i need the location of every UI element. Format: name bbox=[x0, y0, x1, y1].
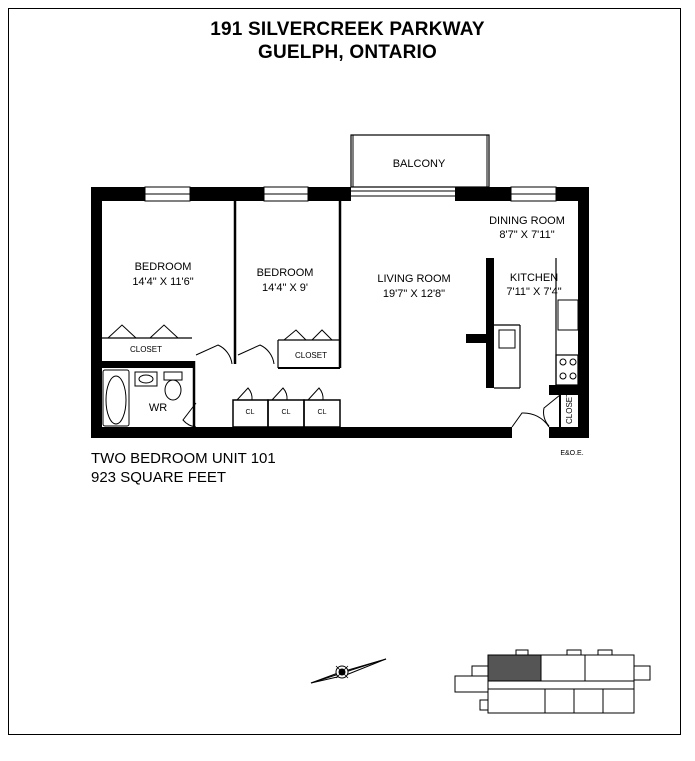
dining-room-name: DINING ROOM bbox=[489, 215, 565, 227]
compass-icon bbox=[311, 659, 386, 683]
washroom-label: WR bbox=[148, 402, 168, 414]
unit-name: TWO BEDROOM UNIT 101 bbox=[91, 450, 276, 467]
balcony-label: BALCONY bbox=[392, 158, 446, 170]
disclaimer: E&O.E. bbox=[560, 450, 584, 457]
living-room-name: LIVING ROOM bbox=[377, 273, 451, 285]
bedroom2-dims: 14'4" X 9' bbox=[261, 282, 309, 294]
kitchen-dims: 7'11" X 7'4" bbox=[506, 286, 562, 298]
bedroom2-name: BEDROOM bbox=[256, 267, 314, 279]
key-plan-icon bbox=[455, 650, 650, 713]
bedroom1-name: BEDROOM bbox=[134, 261, 192, 273]
hall-closet-1-label: CL bbox=[245, 409, 255, 416]
bedroom1-dims: 14'4" X 11'6" bbox=[132, 276, 194, 288]
hall-closet-2-label: CL bbox=[281, 409, 291, 416]
address-line-1: 191 SILVERCREEK PARKWAY bbox=[210, 19, 485, 40]
living-room-dims: 19'7" X 12'8" bbox=[382, 288, 446, 300]
closet1-label: CLOSET bbox=[129, 345, 163, 354]
address-line-2: GUELPH, ONTARIO bbox=[258, 42, 437, 63]
unit-area: 923 SQUARE FEET bbox=[91, 469, 227, 486]
hall-closet-3-label: CL bbox=[317, 409, 327, 416]
closet2-label: CLOSET bbox=[294, 351, 328, 360]
kitchen-closet-label: CLOSET bbox=[565, 391, 574, 425]
balcony-door bbox=[351, 191, 455, 196]
kitchen-name: KITCHEN bbox=[509, 272, 559, 284]
dining-room-dims: 8'7" X 7'11" bbox=[499, 229, 555, 241]
